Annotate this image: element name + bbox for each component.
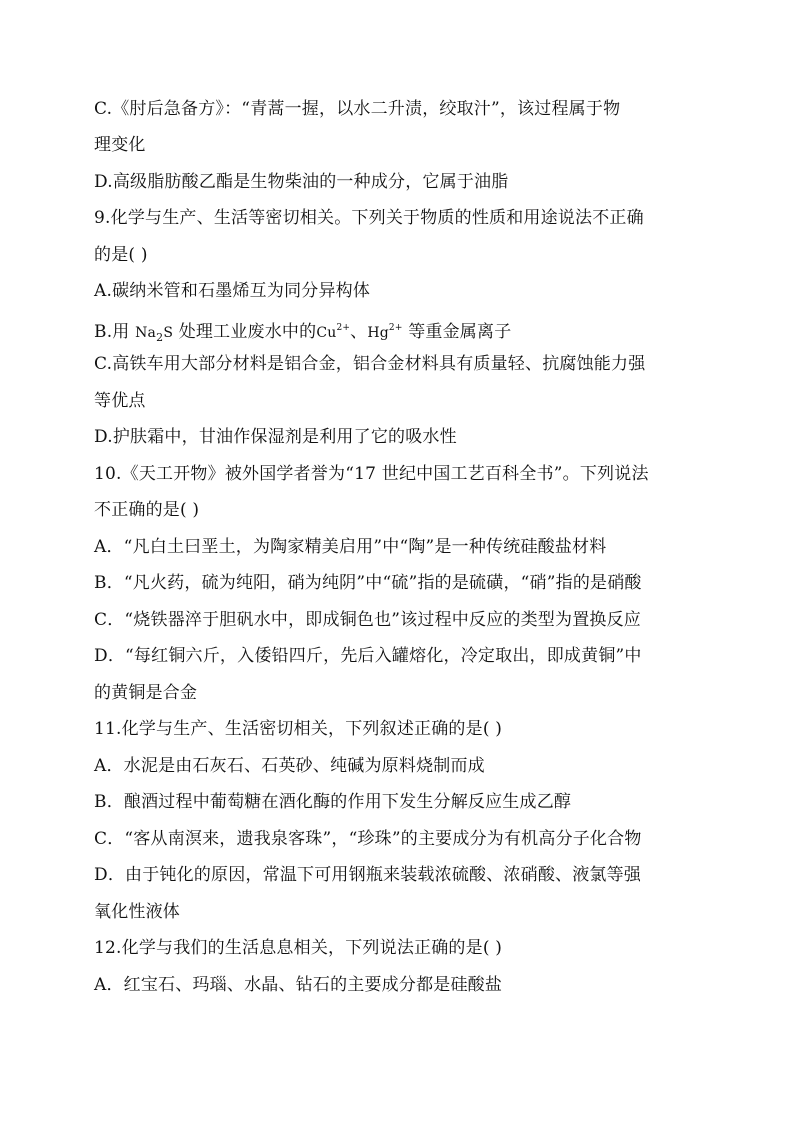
na-subscript: 2 bbox=[156, 331, 164, 344]
question-11-option-c: C．“客从南溟来，遗我泉客珠”，“珍珠”的主要成分为有机高分子化合物 bbox=[94, 829, 642, 849]
question-10-line-1: 10.《天工开物》被外国学者誉为“17 世纪中国工艺百科全书”。下列说法 bbox=[94, 464, 649, 484]
hg-ion bbox=[367, 325, 402, 341]
question-11-option-d-line-1: D．由于钝化的原因，常温下可用钢瓶来装载浓硫酸、浓硝酸、液氯等强 bbox=[94, 865, 642, 885]
s-symbol: S bbox=[163, 325, 174, 341]
cu-symbol: Cu bbox=[316, 325, 337, 341]
question-10-option-c: C．“烧铁器淬于胆矾水中，即成铜色也”该过程中反应的类型为置换反应 bbox=[94, 610, 641, 630]
question-11-option-d-line-2: 氧化性液体 bbox=[94, 902, 180, 922]
question-9-option-b bbox=[94, 316, 511, 350]
question-9-option-c-line-1: C.高铁车用大部分材料是铝合金，铝合金材料具有质量轻、抗腐蚀能力强 bbox=[94, 354, 646, 374]
option-d: D.高级脂肪酸乙酯是生物柴油的一种成分，它属于油脂 bbox=[94, 172, 509, 192]
question-10-option-d-line-1: D．“每红铜六斤，入倭铅四斤，先后入罐熔化，冷定取出，即成黄铜”中 bbox=[94, 646, 642, 666]
question-10-option-a: A．“凡白土曰垩土，为陶家精美启用”中“陶”是一种传统硅酸盐材料 bbox=[94, 537, 607, 557]
option-b-prefix: B.用 bbox=[94, 322, 130, 342]
option-b-middle-text: 处理工业废水中的 bbox=[178, 322, 317, 342]
option-b-suffix: 等重金属离子 bbox=[408, 322, 512, 342]
cu-ion bbox=[316, 325, 350, 341]
question-11-option-b: B．酿酒过程中葡萄糖在酒化酶的作用下发生分解反应生成乙醇 bbox=[94, 792, 572, 812]
question-12-title: 12.化学与我们的生活息息相关，下列说法正确的是( ) bbox=[94, 938, 503, 958]
question-10-option-d-line-2: 的黄铜是合金 bbox=[94, 683, 198, 703]
question-12-option-a: A．红宝石、玛瑙、水晶、钻石的主要成分都是硅酸盐 bbox=[94, 975, 503, 995]
question-9-line-1: 9.化学与生产、生活等密切相关。下列关于物质的性质和用途说法不正确 bbox=[94, 208, 644, 228]
na-symbol: Na bbox=[135, 325, 157, 341]
question-9-option-c-line-2: 等优点 bbox=[94, 391, 146, 411]
question-9-option-a: A.碳纳米管和石墨烯互为同分异构体 bbox=[94, 281, 371, 301]
question-11-option-a: A．水泥是由石灰石、石英砂、纯碱为原料烧制而成 bbox=[94, 756, 485, 776]
na2s-formula bbox=[135, 325, 174, 344]
option-c-line-2: 理变化 bbox=[94, 135, 146, 155]
cu-charge: 2+ bbox=[336, 323, 351, 333]
question-9-line-2: 的是( ) bbox=[94, 245, 148, 265]
hg-symbol: Hg bbox=[367, 325, 389, 341]
option-c-line-1: C.《肘后急备方》：“青蒿一握，以水二升渍，绞取汁”，该过程属于物 bbox=[94, 99, 621, 119]
question-9-option-d: D.护肤霜中，甘油作保湿剂是利用了它的吸水性 bbox=[94, 427, 457, 447]
question-11-title: 11.化学与生产、生活密切相关，下列叙述正确的是( ) bbox=[94, 719, 503, 739]
hg-charge: 2+ bbox=[388, 323, 403, 333]
option-b-separator: 、 bbox=[350, 322, 368, 342]
question-10-line-2: 不正确的是( ) bbox=[94, 500, 200, 520]
question-10-option-b: B．“凡火药，硫为纯阳，硝为纯阴”中“硫”指的是硫磺，“硝”指的是硝酸 bbox=[94, 573, 642, 593]
